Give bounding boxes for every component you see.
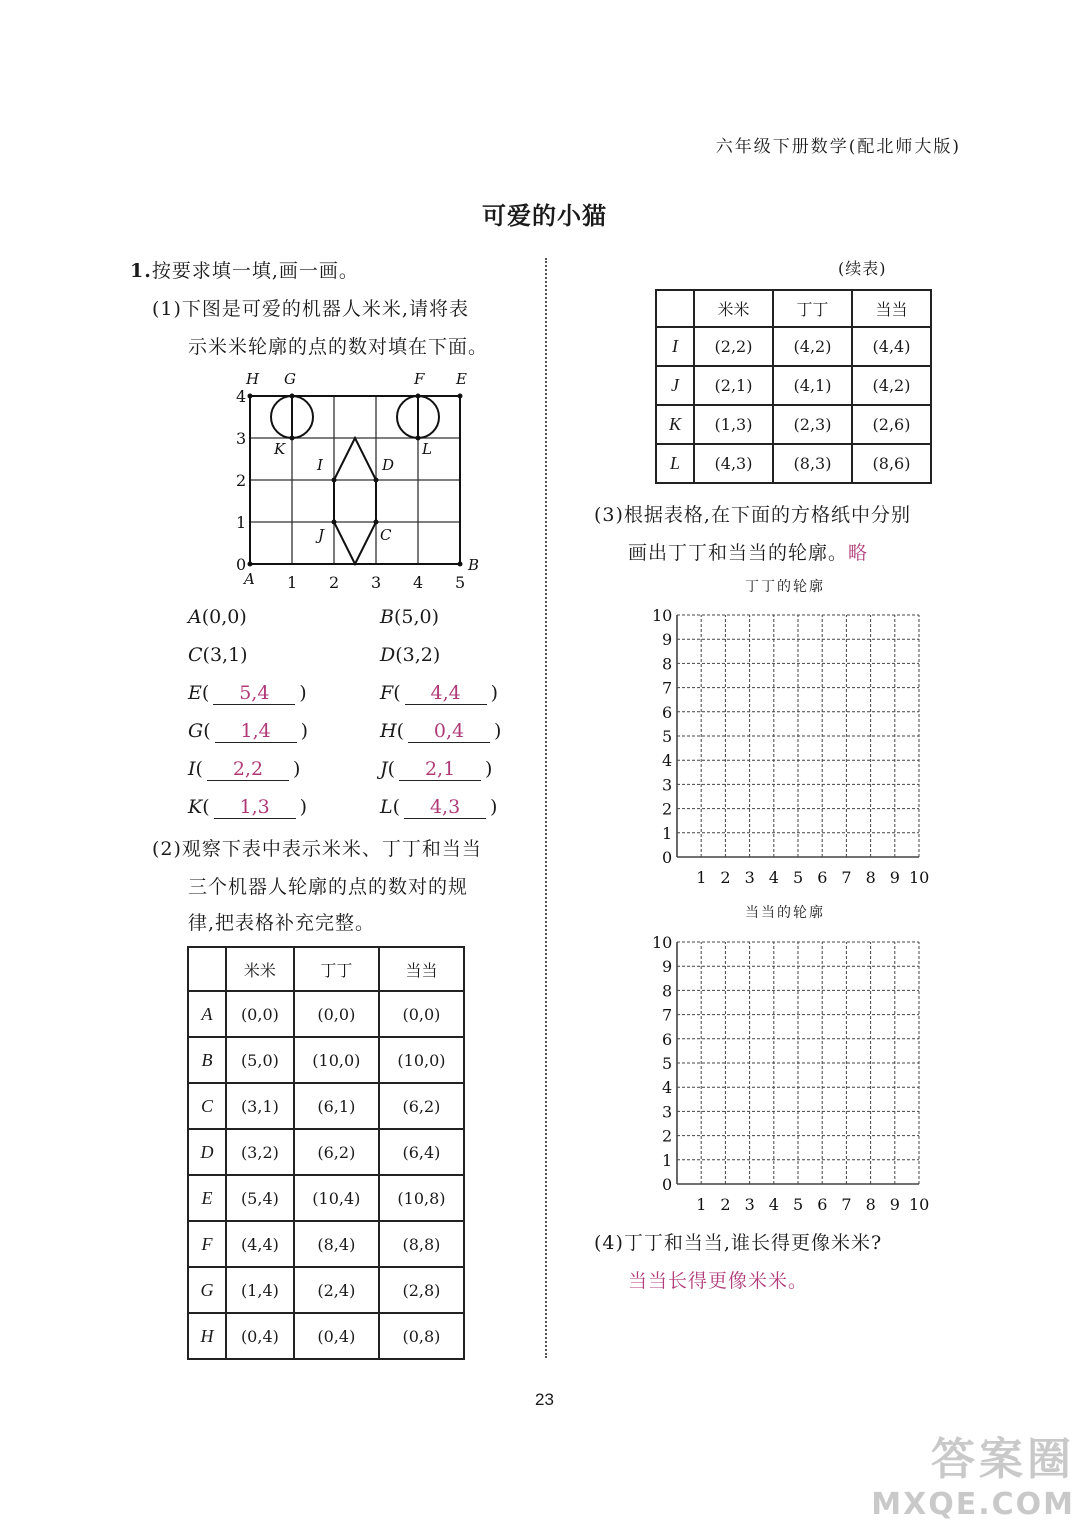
paren: (	[202, 796, 210, 818]
paren: )	[485, 758, 493, 780]
part-3-text: 画出丁丁和当当的轮廓。	[628, 542, 849, 564]
coordinate-cell: (8,6)	[852, 444, 931, 483]
paren: (	[392, 796, 401, 818]
paren: (	[387, 758, 396, 780]
answer-label: E	[188, 682, 202, 704]
row-label-cell: A	[188, 991, 226, 1037]
table-header-cell: 当当	[852, 290, 931, 327]
coordinates-table-continued	[655, 289, 932, 484]
grid-x-tick: 8	[865, 868, 876, 887]
coord-label: A	[188, 606, 202, 628]
coordinate-cell: (0,4)	[226, 1313, 294, 1359]
point-label: H	[246, 370, 260, 388]
coordinate-cell: (6,2)	[294, 1129, 379, 1175]
grid-x-tick: 8	[865, 1195, 876, 1214]
answer-blank[interactable]: 0,4	[408, 720, 490, 743]
coordinate-cell: (2,1)	[694, 366, 773, 405]
coordinate-cell: (10,0)	[379, 1037, 464, 1083]
grid-y-tick: 1	[662, 1150, 673, 1170]
y-tick: 3	[236, 429, 247, 448]
paren: )	[299, 682, 307, 704]
grid-y-tick: 0	[662, 848, 673, 867]
coordinate-cell: (4,4)	[852, 327, 931, 366]
table-header-cell	[188, 947, 226, 991]
coordinate-cell: (4,3)	[694, 444, 773, 483]
part-2-line-3: 律,把表格补充完整。	[188, 912, 376, 934]
coordinate-cell: (0,8)	[379, 1313, 464, 1359]
coord-value: (3,1)	[202, 644, 248, 666]
point-label: C	[380, 526, 392, 544]
grid-y-tick: 8	[662, 654, 673, 674]
table-row	[188, 1037, 464, 1083]
paren: )	[490, 796, 498, 818]
coordinate-cell: (4,2)	[852, 366, 931, 405]
answer-blank[interactable]: 1,4	[215, 720, 297, 743]
grid-x-tick: 7	[841, 868, 852, 887]
point-label: E	[456, 370, 467, 388]
question-number: 1.	[130, 260, 152, 282]
part-2-line-2: 三个机器人轮廓的点的数对的规	[188, 876, 469, 898]
point-label: L	[422, 440, 432, 458]
x-tick: 2	[329, 573, 340, 592]
grid-x-tick: 9	[889, 1195, 900, 1214]
grid-x-tick: 2	[720, 868, 731, 887]
answer-label: F	[380, 682, 394, 704]
row-label-cell: F	[188, 1221, 226, 1267]
table-row	[188, 1083, 464, 1129]
table-row	[656, 444, 931, 483]
y-tick: 4	[236, 387, 247, 406]
table-header-row	[656, 290, 931, 327]
watermark	[871, 1423, 1075, 1522]
coord-label: B	[380, 606, 394, 628]
grid-y-tick: 10	[652, 933, 673, 952]
robot-nose-top	[334, 438, 376, 480]
paren: (	[393, 682, 401, 704]
answer-blank[interactable]: 2,2	[207, 758, 289, 781]
coordinate-cell: (1,4)	[226, 1267, 294, 1313]
grid-y-tick: 3	[662, 1102, 673, 1122]
row-label-cell: K	[656, 405, 694, 444]
row-label-cell: C	[188, 1083, 226, 1129]
coordinate-cell: (3,1)	[226, 1083, 294, 1129]
grid-x-tick: 10	[909, 1195, 930, 1214]
coord-pair	[188, 644, 248, 666]
coord-pair	[380, 644, 440, 666]
paren: (	[195, 758, 203, 780]
grid-y-tick: 7	[662, 678, 673, 698]
table-row	[656, 327, 931, 366]
coord-pair	[188, 606, 247, 628]
grid-x-tick: 3	[744, 868, 755, 887]
point-label: K	[274, 440, 286, 458]
part-3-answer: 略	[848, 542, 869, 564]
coordinate-cell: (10,4)	[294, 1175, 379, 1221]
grid-y-tick: 5	[662, 727, 673, 746]
table-row	[656, 366, 931, 405]
point-label: I	[317, 456, 323, 474]
answer-label: H	[380, 720, 397, 742]
coord-value: (0,0)	[201, 606, 247, 628]
coordinate-cell: (4,4)	[226, 1221, 294, 1267]
paren: )	[299, 796, 308, 818]
table-row	[188, 991, 464, 1037]
row-label-cell: L	[656, 444, 694, 483]
coordinate-cell: (8,8)	[379, 1221, 464, 1267]
point-label: F	[414, 370, 425, 388]
coordinate-cell: (2,6)	[852, 405, 931, 444]
column-divider	[545, 258, 547, 1358]
question-1-text: 按要求填一填,画一画。	[151, 260, 359, 282]
coord-pair	[380, 606, 439, 628]
part-2-line-1: (2)观察下表中表示米米、丁丁和当当	[152, 838, 482, 860]
table-header-cell	[656, 290, 694, 327]
paren: (	[201, 682, 210, 704]
row-label-cell: E	[188, 1175, 226, 1221]
coordinate-cell: (2,4)	[294, 1267, 379, 1313]
coordinate-cell: (6,1)	[294, 1083, 379, 1129]
coord-value: (3,2)	[395, 644, 441, 666]
part-1-line-1: (1)下图是可爱的机器人米米,请将表	[152, 298, 469, 320]
coordinate-cell: (0,0)	[294, 991, 379, 1037]
answer-label: K	[188, 796, 203, 818]
point-label: D	[382, 456, 395, 474]
coordinate-cell: (10,0)	[294, 1037, 379, 1083]
answer-pair	[188, 758, 300, 781]
coord-label: D	[380, 644, 396, 666]
y-tick: 1	[236, 513, 247, 532]
grid-y-tick: 5	[662, 1054, 673, 1073]
grid-1-title: 丁丁的轮廓	[745, 579, 825, 595]
coordinate-cell: (8,3)	[773, 444, 852, 483]
coordinate-cell: (0,4)	[294, 1313, 379, 1359]
table-row	[188, 1313, 464, 1359]
grid-x-tick: 4	[768, 1195, 779, 1214]
answer-pair	[188, 720, 308, 743]
answer-blank[interactable]: 4,4	[405, 682, 487, 705]
grid-y-tick: 9	[662, 630, 673, 650]
grid-y-tick: 7	[662, 1005, 673, 1025]
coordinate-cell: (0,0)	[379, 991, 464, 1037]
table-header-cell: 丁丁	[294, 947, 379, 991]
answer-label: I	[188, 758, 196, 780]
table-header-cell: 米米	[694, 290, 773, 327]
grid-2-title: 当当的轮廓	[745, 905, 825, 921]
grid-y-tick: 8	[662, 981, 673, 1001]
grid-x-tick: 10	[909, 868, 930, 887]
coordinate-cell: (6,2)	[379, 1083, 464, 1129]
x-tick: 5	[455, 573, 466, 592]
grid-x-tick: 5	[793, 1195, 804, 1214]
continued-label: (续表)	[838, 259, 887, 278]
grid-y-tick: 2	[662, 1126, 673, 1146]
table-row	[188, 1129, 464, 1175]
coordinate-cell: (4,1)	[773, 366, 852, 405]
x-tick: 3	[371, 573, 382, 592]
grid-x-tick: 9	[889, 868, 900, 887]
coordinate-cell: (1,3)	[694, 405, 773, 444]
answer-pair	[380, 720, 501, 743]
point-label: G	[284, 370, 296, 388]
watermark-line-1: 答案圈	[931, 1434, 1075, 1485]
robot-mimi-diagram	[222, 366, 492, 596]
coordinate-cell: (2,8)	[379, 1267, 464, 1313]
answer-label: L	[380, 796, 393, 818]
grid-x-tick: 4	[768, 868, 779, 887]
answer-blank[interactable]: 1,3	[214, 796, 296, 819]
row-label-cell: H	[188, 1313, 226, 1359]
page-title: 可爱的小猫	[482, 202, 607, 230]
paren: (	[203, 720, 211, 742]
answer-pair	[188, 796, 307, 819]
grid-x-tick: 6	[817, 868, 828, 887]
coordinate-cell: (5,4)	[226, 1175, 294, 1221]
grid-y-tick: 10	[652, 606, 673, 625]
answer-label: G	[188, 720, 204, 742]
x-tick: 1	[287, 573, 298, 592]
paren: (	[396, 720, 404, 742]
paren: )	[300, 720, 309, 742]
coordinate-cell: (2,3)	[773, 405, 852, 444]
coordinate-cell: (4,2)	[773, 327, 852, 366]
y-tick: 2	[236, 471, 247, 490]
page-number: 23	[535, 1390, 554, 1409]
point-label: B	[468, 556, 480, 574]
point-label: J	[318, 526, 325, 544]
answer-pair	[188, 682, 307, 705]
point-label: A	[244, 570, 255, 588]
robot-nose-bottom	[334, 522, 376, 564]
table-row	[656, 405, 931, 444]
part-4-question: (4)丁丁和当当,谁长得更像米米?	[594, 1232, 883, 1254]
paren: )	[494, 720, 502, 742]
row-label-cell: I	[656, 327, 694, 366]
table-header-cell: 当当	[379, 947, 464, 991]
row-label-cell: B	[188, 1037, 226, 1083]
coordinate-cell: (3,2)	[226, 1129, 294, 1175]
answer-label: J	[380, 758, 388, 780]
coordinates-table	[187, 946, 465, 1360]
answer-pair	[380, 758, 492, 781]
grid-y-tick: 0	[662, 1175, 673, 1194]
table-header-row	[188, 947, 464, 991]
answer-blank[interactable]: 5,4	[213, 682, 295, 705]
answer-pair	[380, 682, 498, 705]
row-label-cell: D	[188, 1129, 226, 1175]
grid-x-tick: 6	[817, 1195, 828, 1214]
paren: )	[490, 682, 499, 704]
table-header-cell: 米米	[226, 947, 294, 991]
grid-y-tick: 3	[662, 775, 673, 795]
grid-y-tick: 4	[662, 751, 673, 771]
coord-label: C	[188, 644, 203, 666]
coordinate-cell: (6,4)	[379, 1129, 464, 1175]
grid-y-tick: 9	[662, 957, 673, 977]
part-3-line-1: (3)根据表格,在下面的方格纸中分别	[594, 504, 911, 526]
coordinate-cell: (5,0)	[226, 1037, 294, 1083]
grid-y-tick: 1	[662, 823, 673, 843]
grid-x-tick: 1	[696, 1195, 707, 1214]
grid-x-tick: 5	[793, 868, 804, 887]
grid-y-tick: 2	[662, 799, 673, 819]
coord-value: (5,0)	[393, 606, 440, 628]
answer-blank[interactable]: 4,3	[404, 796, 486, 819]
watermark-line-2: MXQE.COM	[871, 1487, 1075, 1522]
coordinate-cell: (2,2)	[694, 327, 773, 366]
row-label-cell: J	[656, 366, 694, 405]
y-tick: 0	[236, 555, 247, 574]
row-label-cell: G	[188, 1267, 226, 1313]
grid-x-tick: 1	[696, 868, 707, 887]
answer-pair	[380, 796, 497, 819]
coordinate-cell: (0,0)	[226, 991, 294, 1037]
grid-y-tick: 4	[662, 1078, 673, 1098]
coordinate-cell: (8,4)	[294, 1221, 379, 1267]
question-1-heading	[130, 256, 359, 283]
table-header-cell: 丁丁	[773, 290, 852, 327]
grid-x-tick: 2	[720, 1195, 731, 1214]
part-4-answer: 当当长得更像米米。	[628, 1270, 809, 1292]
table-row	[188, 1221, 464, 1267]
answer-blank[interactable]: 2,1	[399, 758, 481, 781]
table-row	[188, 1267, 464, 1313]
table-row	[188, 1175, 464, 1221]
grid-y-tick: 6	[662, 702, 673, 722]
coordinate-cell: (10,8)	[379, 1175, 464, 1221]
grid-x-tick: 3	[744, 1195, 755, 1214]
grid-x-tick: 7	[841, 1195, 852, 1214]
x-tick: 4	[413, 573, 424, 592]
dangdang-grid[interactable]	[640, 932, 940, 1217]
book-header: 六年级下册数学(配北师大版)	[715, 137, 961, 157]
paren: )	[292, 758, 301, 780]
part-1-line-2: 示米米轮廓的点的数对填在下面。	[188, 336, 489, 358]
part-3-line-2	[628, 538, 868, 565]
dingding-grid[interactable]	[640, 605, 940, 890]
grid-y-tick: 6	[662, 1029, 673, 1049]
